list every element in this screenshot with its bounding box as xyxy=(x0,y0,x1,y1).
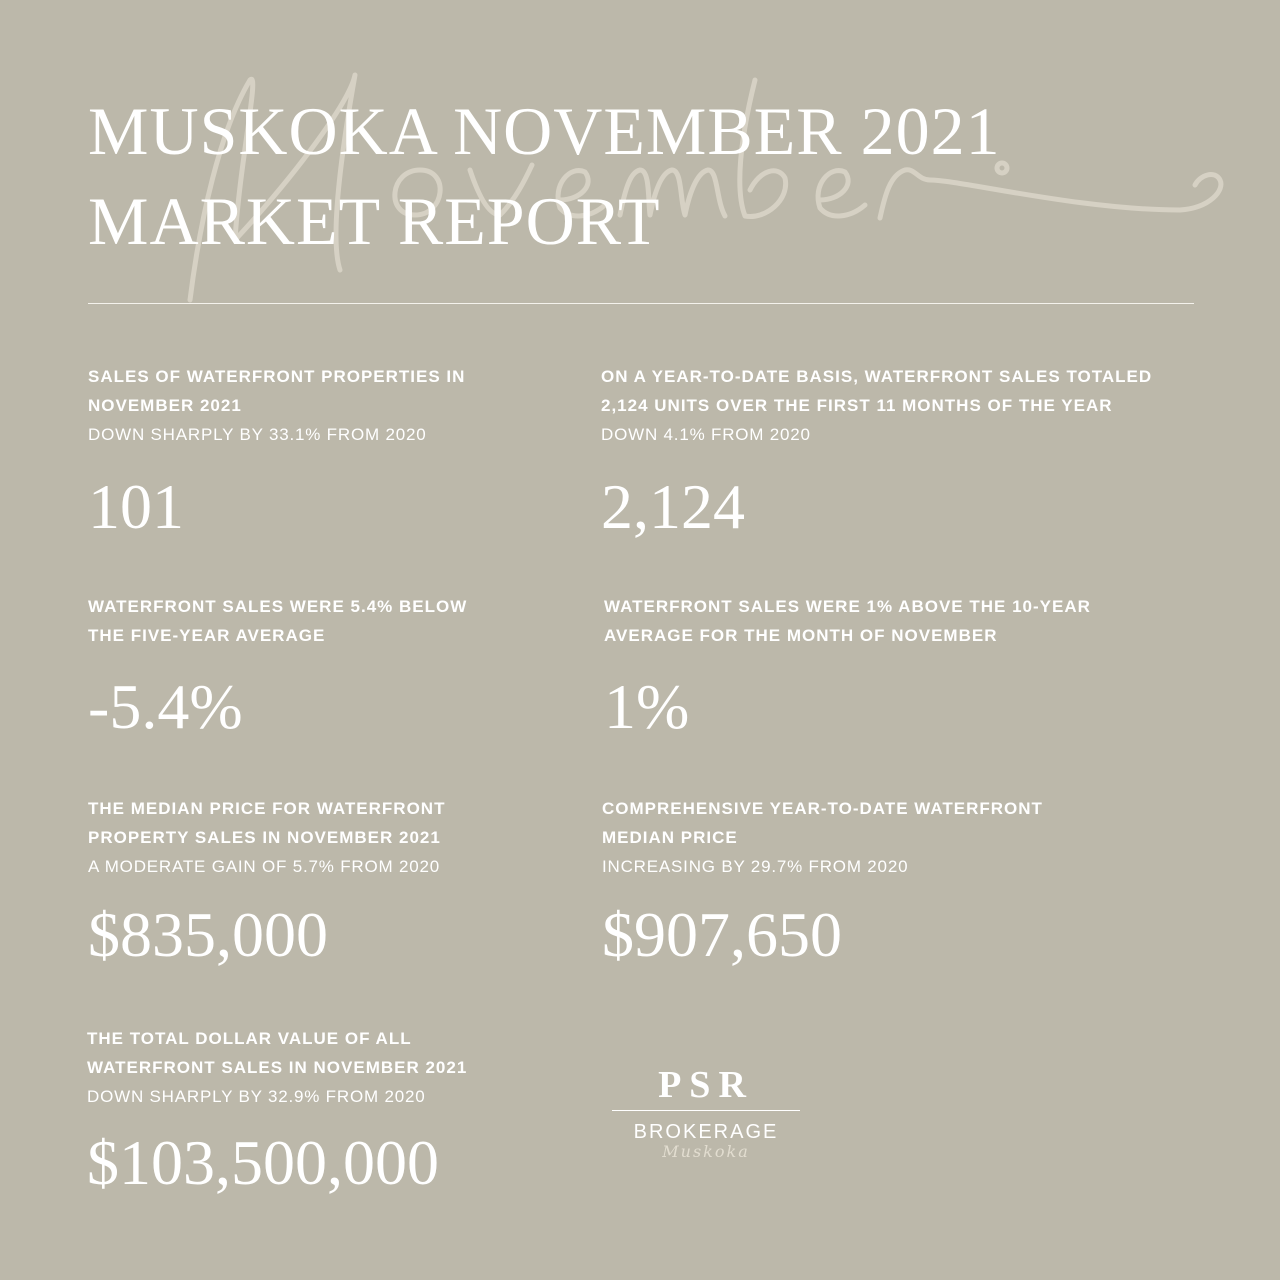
stat-value: $103,500,000 xyxy=(87,1127,439,1198)
logo-script-text: Muskoka xyxy=(662,1142,750,1161)
stat-label-line: 2,124 UNITS OVER THE FIRST 11 MONTHS OF THE YEAR xyxy=(601,396,1113,415)
stat-change: DOWN SHARPLY BY 33.1% FROM 2020 xyxy=(88,425,427,444)
title-divider xyxy=(88,303,1194,304)
stat-value: -5.4% xyxy=(88,671,243,742)
stat-value: 1% xyxy=(604,671,690,742)
stat-label-line: THE MEDIAN PRICE FOR WATERFRONT xyxy=(88,799,446,818)
stat-label xyxy=(602,794,1202,852)
stat-value: 2,124 xyxy=(601,471,745,542)
stat-label xyxy=(88,362,568,420)
stat-value: 101 xyxy=(88,471,184,542)
stat-five-year-average xyxy=(88,592,568,742)
stat-label-line: MEDIAN PRICE xyxy=(602,828,738,847)
title-line-2: MARKET REPORT xyxy=(88,183,661,259)
psr-brokerage-logo xyxy=(612,1062,800,1166)
stat-change: DOWN 4.1% FROM 2020 xyxy=(601,425,811,444)
stat-total-dollar-value xyxy=(87,1024,587,1204)
stat-median-price-november xyxy=(88,794,568,974)
stat-label-line: SALES OF WATERFRONT PROPERTIES IN xyxy=(88,367,466,386)
stat-value: $835,000 xyxy=(88,899,328,970)
stat-label-line: WATERFRONT SALES WERE 5.4% BELOW xyxy=(88,597,468,616)
stat-label-line: ON A YEAR-TO-DATE BASIS, WATERFRONT SALES TOTALED xyxy=(601,367,1153,386)
stat-label-line: THE TOTAL DOLLAR VALUE OF ALL xyxy=(87,1029,412,1048)
stat-label-line: WATERFRONT SALES WERE 1% ABOVE THE 10-YEAR xyxy=(604,597,1091,616)
title-line-1: MUSKOKA NOVEMBER 2021 xyxy=(88,93,1001,169)
logo-wordmark: PSR xyxy=(658,1064,754,1106)
stat-label-line: THE FIVE-YEAR AVERAGE xyxy=(88,626,326,645)
stat-waterfront-sales-november xyxy=(88,362,568,542)
stat-label-line: NOVEMBER 2021 xyxy=(88,396,242,415)
stat-change: INCREASING BY 29.7% FROM 2020 xyxy=(602,857,909,876)
stat-label xyxy=(87,1024,587,1082)
stat-label xyxy=(88,592,568,650)
stat-label-line: COMPREHENSIVE YEAR-TO-DATE WATERFRONT xyxy=(602,799,1043,818)
logo-rule xyxy=(612,1110,800,1111)
stat-ytd-waterfront-sales xyxy=(601,362,1221,542)
logo-brokerage-text: BROKERAGE xyxy=(633,1121,779,1143)
stat-ytd-median-price xyxy=(602,794,1202,974)
stat-label-line: PROPERTY SALES IN NOVEMBER 2021 xyxy=(88,828,441,847)
stat-label-line: AVERAGE FOR THE MONTH OF NOVEMBER xyxy=(604,626,998,645)
report-title xyxy=(88,86,1001,266)
stat-label-line: WATERFRONT SALES IN NOVEMBER 2021 xyxy=(87,1058,468,1077)
stat-label xyxy=(604,592,1204,650)
stat-change: A MODERATE GAIN OF 5.7% FROM 2020 xyxy=(88,857,440,876)
stat-change: DOWN SHARPLY BY 32.9% FROM 2020 xyxy=(87,1087,426,1106)
stat-value: $907,650 xyxy=(602,899,842,970)
stat-label xyxy=(88,794,568,852)
stat-ten-year-average xyxy=(604,592,1204,742)
stat-label xyxy=(601,362,1221,420)
